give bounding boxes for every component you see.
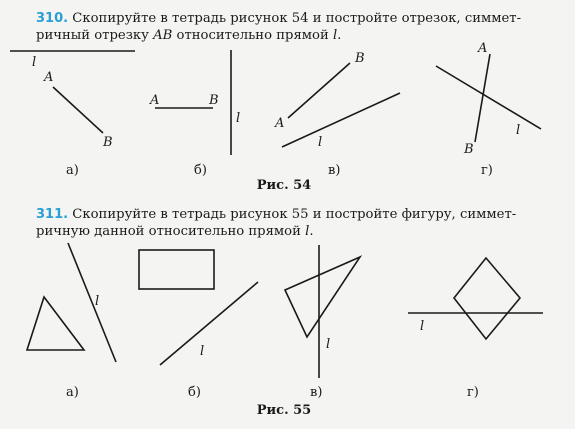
figure-55-caption: Рис. 55 [256,403,312,418]
fig54v-label-l: l [318,135,323,150]
fig55-sub-g: г) [467,385,479,400]
problem-310-line-var: l [332,28,338,43]
problem-310-segment: AB [153,28,173,43]
fig54b-label-a: A [150,93,160,108]
fig55g-label-l: l [420,319,425,334]
fig55-sub-v: в) [310,385,323,400]
fig54-sub-v: в) [328,163,341,178]
problem-310-text-2c: . [337,28,342,43]
fig54v-label-a: A [275,116,285,131]
problem-311 [36,206,556,240]
fig54v-line-l [282,93,400,147]
figure-54-caption: Рис. 54 [256,178,312,193]
problem-311-line-2 [36,223,556,240]
fig54v-label-b: B [355,51,365,66]
fig55v-label-l: l [326,337,331,352]
problem-311-line-var: l [305,224,310,239]
fig54b-label-b: B [209,93,219,108]
fig54g-label-l: l [516,123,521,138]
fig54a-label-a: A [44,70,54,85]
fig54-sub-b: б) [194,163,207,178]
fig54-sub-g: г) [481,163,493,178]
fig54g-segment-ab [475,54,490,142]
fig55a-label-l: l [95,294,100,309]
fig54-sub-a: а) [66,163,79,178]
problem-311-line-1 [36,206,556,223]
fig54a-label-b: B [103,135,113,150]
problem-311-text-2b: . [309,224,314,239]
problem-311-number: 311. [36,207,69,222]
problem-310-text-2b: относительно прямой [172,28,333,43]
fig55-sub-a: а) [66,385,79,400]
fig54a-label-l: l [32,55,37,70]
fig55b-label-l: l [200,344,205,359]
fig54g-line-l [436,66,541,129]
problem-311-text-1: Скопируйте в тетрадь рисунок 55 и постройте фигуру, симмет- [68,207,517,222]
problem-310-number: 310. [36,11,69,26]
problem-310-text-1: Скопируйте в тетрадь рисунок 54 и постройте отрезок, симмет- [68,11,522,26]
fig54v-segment-ab [288,63,350,118]
problem-311-text-2a: ричную данной относительно прямой [36,224,306,239]
fig55-sub-b: б) [188,385,201,400]
fig54g-label-a: A [478,41,488,56]
fig54a-segment-ab [53,87,103,133]
problem-310-text-2a: ричный отрезку [36,28,154,43]
fig54b-label-l: l [236,111,241,126]
fig54g-label-b: B [464,142,474,157]
